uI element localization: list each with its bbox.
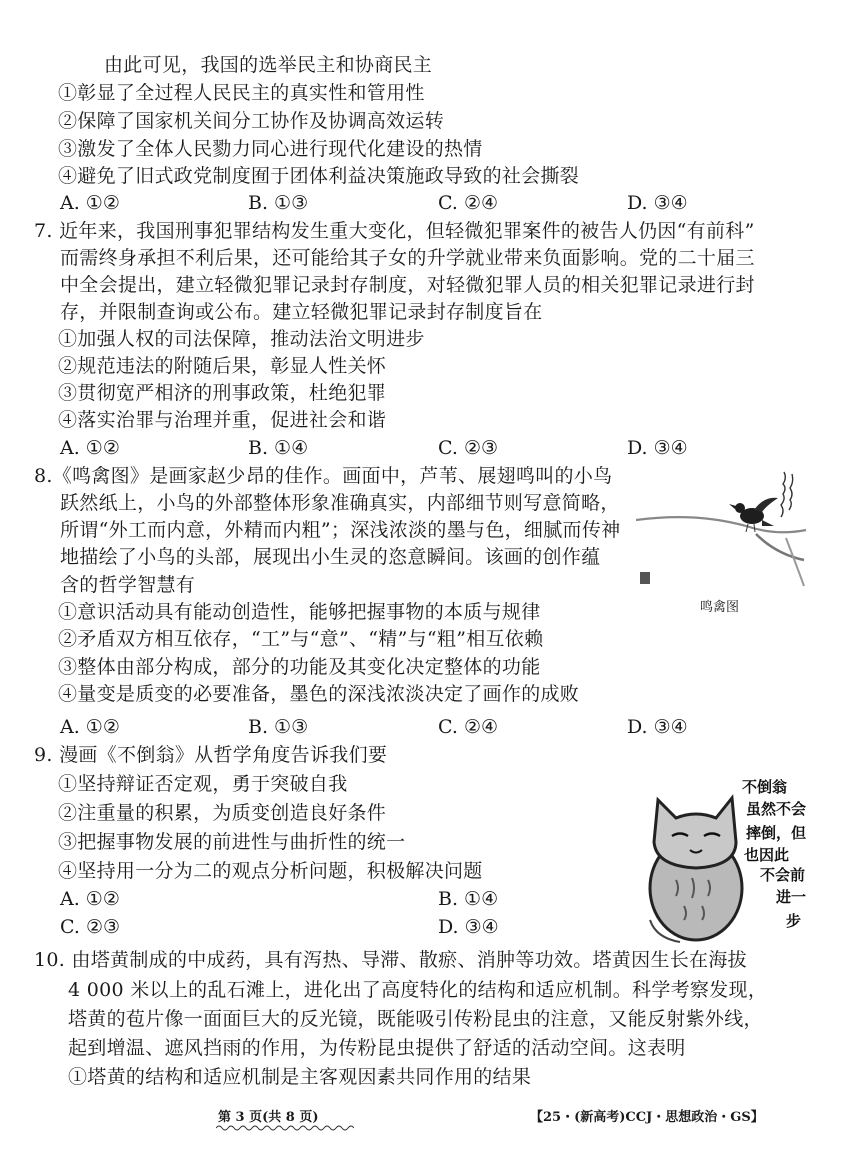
q6-option-a: A. ①②	[60, 192, 120, 214]
cartoon-text-1: 不倒翁	[742, 778, 788, 796]
q7-item-2: ②规范违法的附随后果，彰显人性关怀	[58, 355, 387, 377]
q8-item-2: ②矛盾双方相互依存，“工”与“意”、“精”与“粗”相互依赖	[58, 628, 544, 650]
q10-line-4: 起到增温、遮风挡雨的作用，为传粉昆虫提供了舒适的活动空间。这表明	[68, 1037, 686, 1059]
cartoon-text-5: 不会前	[760, 866, 806, 884]
q9-stem: 9. 漫画《不倒翁》从哲学角度告诉我们要	[34, 744, 388, 766]
q6-stem: 由此可见，我国的选举民主和协商民主	[104, 54, 433, 76]
q7-line-3: 中全会提出，建立轻微犯罪记录封存制度，对轻微犯罪人员的相关犯罪记录进行封	[60, 274, 755, 296]
q7-line-1: 7. 近年来，我国刑事犯罪结构发生重大变化，但轻微犯罪案件的被告人仍因“有前科”	[34, 220, 755, 242]
q7-line-2: 而需终身承担不利后果，还可能给其子女的升学就业带来负面影响。党的二十届三	[60, 247, 755, 269]
q7-item-3: ③贯彻宽严相济的刑事政策，杜绝犯罪	[58, 382, 387, 404]
q7-option-a: A. ①②	[60, 437, 120, 459]
tumbler-cat-drawing	[636, 770, 836, 945]
q6-item-3: ③激发了全体人民勠力同心进行现代化建设的热情	[58, 138, 483, 160]
q9-option-d: D. ③④	[438, 916, 499, 938]
exam-code: 【25・(新高考)CCJ・思想政治・GS】	[530, 1110, 764, 1125]
q8-line-3: 所谓“外工而内意，外精而内粗”；深浅浓淡的墨与色，细腻而传神	[60, 519, 621, 541]
q8-option-b: B. ①③	[248, 716, 309, 738]
q8-line-2: 跃然纸上，小鸟的外部整体形象准确真实，内部细节则写意简略，	[60, 492, 620, 514]
q9-item-1: ①坚持辩证否定观，勇于突破自我	[58, 773, 348, 795]
q10-line-3: 塔黄的苞片像一面面巨大的反光镜，既能吸引传粉昆虫的注意，又能反射紫外线，	[68, 1008, 763, 1030]
q9-item-3: ③把握事物发展的前进性与曲折性的统一	[58, 831, 406, 853]
q10-line-2: 4 000 米以上的乱石滩上，进化出了高度特化的结构和适应机制。科学考察发现，	[68, 979, 768, 1001]
q7-option-c: C. ②③	[438, 437, 499, 459]
q8-item-1: ①意识活动具有能动创造性，能够把握事物的本质与规律	[58, 601, 541, 623]
q8-item-3: ③整体由部分构成，部分的功能及其变化决定整体的功能	[58, 656, 541, 678]
cartoon-text-7: 步	[786, 912, 802, 930]
page-number: 第 3 页(共 8 页)	[218, 1110, 319, 1125]
q8-option-a: A. ①②	[60, 716, 120, 738]
q7-line-4: 存，并限制查询或公布。建立轻微犯罪记录封存制度旨在	[60, 301, 543, 323]
q8-item-4: ④量变是质变的必要准备，墨色的深浅浓淡决定了画作的成败	[58, 683, 580, 705]
q9-option-a: A. ①②	[60, 888, 120, 910]
q9-option-b: B. ①④	[438, 888, 499, 910]
q7-item-4: ④落实治罪与治理并重，促进社会和谐	[58, 409, 387, 431]
q8-option-c: C. ②④	[438, 716, 499, 738]
q8-line-5: 含的哲学智慧有	[60, 574, 196, 596]
bird-painting-image	[636, 464, 812, 588]
q7-option-b: B. ①④	[248, 437, 309, 459]
q10-item-1: ①塔黄的结构和适应机制是主客观因素共同作用的结果	[68, 1066, 532, 1088]
cartoon-text-3: 摔倒，但	[746, 824, 807, 842]
q6-option-c: C. ②④	[438, 192, 499, 214]
page-number-underline	[216, 1124, 354, 1132]
q9-item-2: ②注重量的积累，为质变创造良好条件	[58, 802, 387, 824]
q8-line-4: 地描绘了小鸟的头部，展现出小生灵的恣意瞬间。该画的创作蕴	[60, 546, 601, 568]
q8-option-d: D. ③④	[627, 716, 688, 738]
q7-item-1: ①加强人权的司法保障，推动法治文明进步	[58, 328, 425, 350]
cartoon-text-6: 进一	[776, 888, 807, 906]
q6-item-2: ②保障了国家机关间分工协作及协调高效运转	[58, 110, 445, 132]
painting-caption: 鸣禽图	[700, 600, 740, 615]
q10-line-1: 10. 由塔黄制成的中成药，具有泻热、导滞、散瘀、消肿等功效。塔黄因生长在海拔	[34, 949, 747, 971]
q6-option-b: B. ①③	[248, 192, 309, 214]
cartoon-text-4: 也因此	[744, 846, 790, 864]
q9-option-c: C. ②③	[60, 916, 121, 938]
q6-item-4: ④避免了旧式政党制度囿于团体利益决策施政导致的社会撕裂	[58, 165, 580, 187]
tumbler-cat-cartoon	[636, 770, 836, 945]
cartoon-text-2: 虽然不会	[746, 800, 807, 818]
q7-option-d: D. ③④	[627, 437, 688, 459]
q9-item-4: ④坚持用一分为二的观点分析问题，积极解决问题	[58, 860, 483, 882]
q8-line-1: 8.《鸣禽图》是画家赵少昂的佳作。画面中，芦苇、展翅鸣叫的小鸟	[34, 465, 613, 487]
q6-item-1: ①彰显了全过程人民民主的真实性和管用性	[58, 82, 425, 104]
q6-option-d: D. ③④	[627, 192, 688, 214]
